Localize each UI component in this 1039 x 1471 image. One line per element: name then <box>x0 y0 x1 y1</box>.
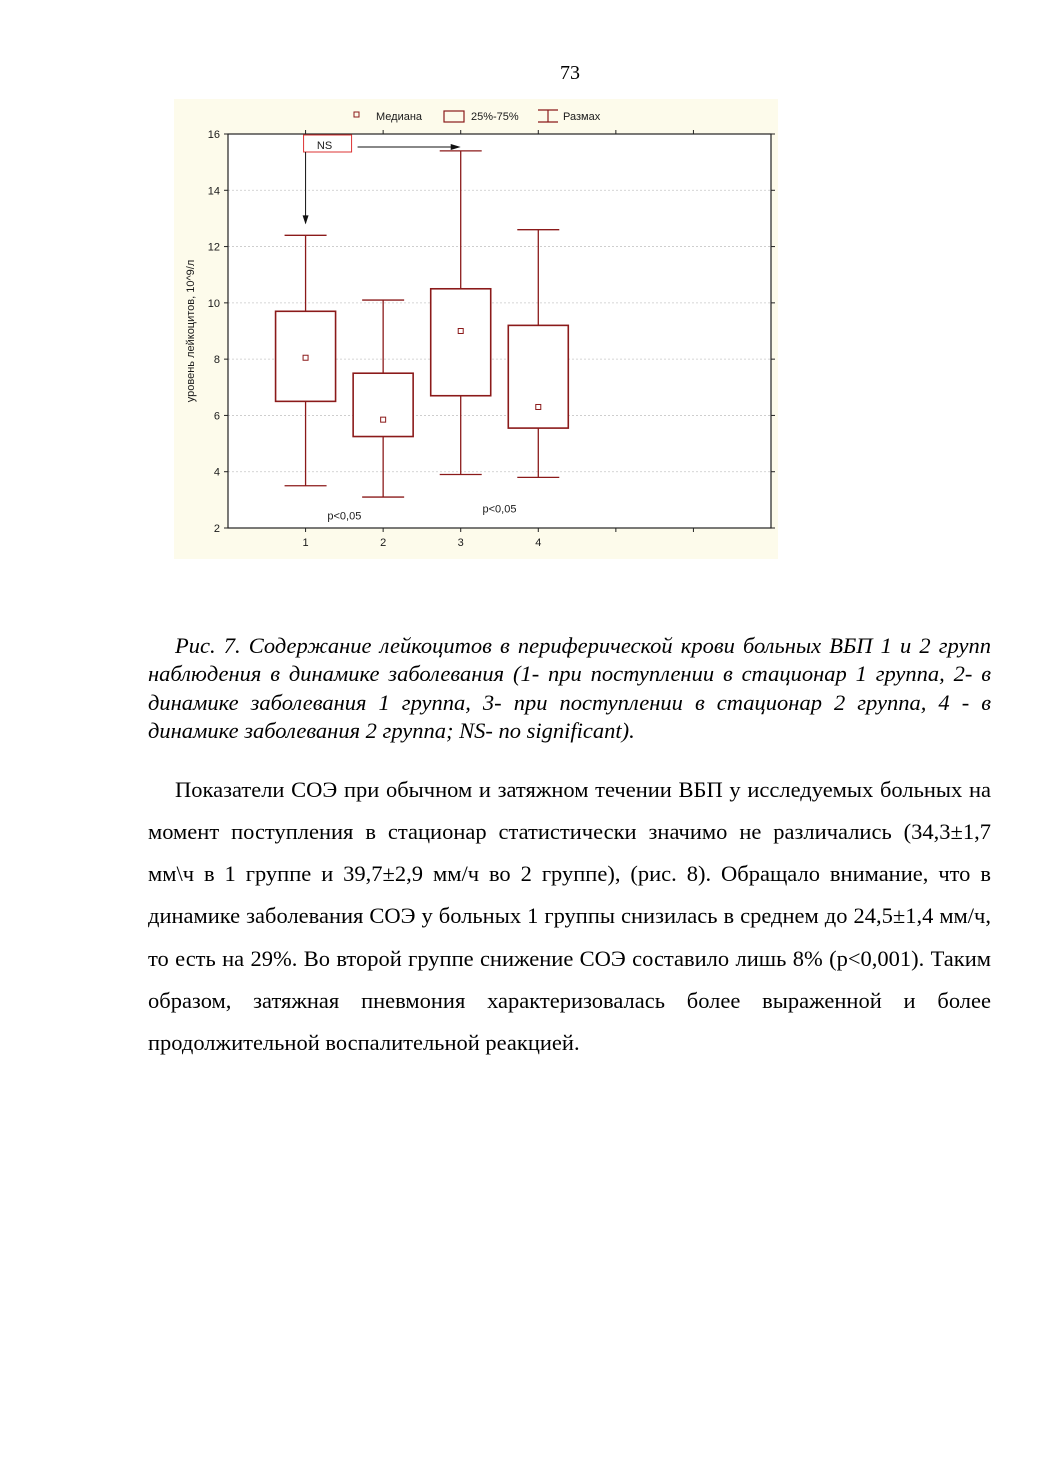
legend-median-label: Медиана <box>376 111 423 123</box>
legend-range-label: Размах <box>563 111 601 123</box>
x-tick-label: 4 <box>535 537 542 549</box>
legend-box-label: 25%-75% <box>471 111 519 123</box>
y-tick-label: 2 <box>213 523 220 535</box>
y-tick-label: 4 <box>213 466 220 479</box>
iqr-box <box>508 325 568 428</box>
y-tick-label: 10 <box>207 297 220 310</box>
y-tick-label: 14 <box>207 185 220 198</box>
boxplot-chart <box>174 99 778 559</box>
figure-caption: Рис. 7. Содержание лейкоцитов в периферической крови больных ВБП 1 и 2 групп наблюдения в динамике заболевания (1- при поступлении в стационар 1 группа, 2- в динамике заболевания 1 группа, 3- при поступлении в стационар 2 группа, 4 - в динамике заболевания 2 группа; NS- no significant). <box>148 632 991 743</box>
page-number: 73 <box>560 62 580 84</box>
p-value-label: p<0,05 <box>482 503 517 516</box>
y-tick-label: 6 <box>213 410 220 423</box>
body-paragraph: Показатели СОЭ при обычном и затяжном течении ВБП у исследуемых больных на момент поступления в стационар статистически значимо не различались (34,3±1,7 мм\ч в 1 группе и 39,7±2,9 мм/ч во 2 группе), (рис. 8). Обращало внимание, что в динамике заболевания СОЭ у больных 1 группы снизилась в среднем до 24,5±1,4 мм/ч, то есть на 29%. Во второй группе снижение СОЭ составило лишь 8% (p<0,001). Таким образом, затяжная пневмония характеризовалась более выраженной и более продолжительной воспалительной реакцией. <box>148 776 991 1056</box>
x-tick-label: 1 <box>302 537 309 549</box>
iqr-box <box>431 289 491 396</box>
y-tick-label: 16 <box>207 129 220 141</box>
iqr-box <box>353 373 413 436</box>
iqr-box <box>276 311 336 401</box>
leukocyte-boxplot-figure <box>174 99 778 559</box>
y-tick-label: 12 <box>207 241 220 254</box>
x-tick-label: 2 <box>380 537 387 549</box>
x-tick-label: 3 <box>457 537 464 549</box>
ns-label-text: NS <box>316 140 333 152</box>
y-axis-label: уровень лейкоцитов, 10^9/л <box>185 259 197 403</box>
y-tick-label: 8 <box>213 354 220 367</box>
p-value-label: p<0,05 <box>327 510 362 523</box>
